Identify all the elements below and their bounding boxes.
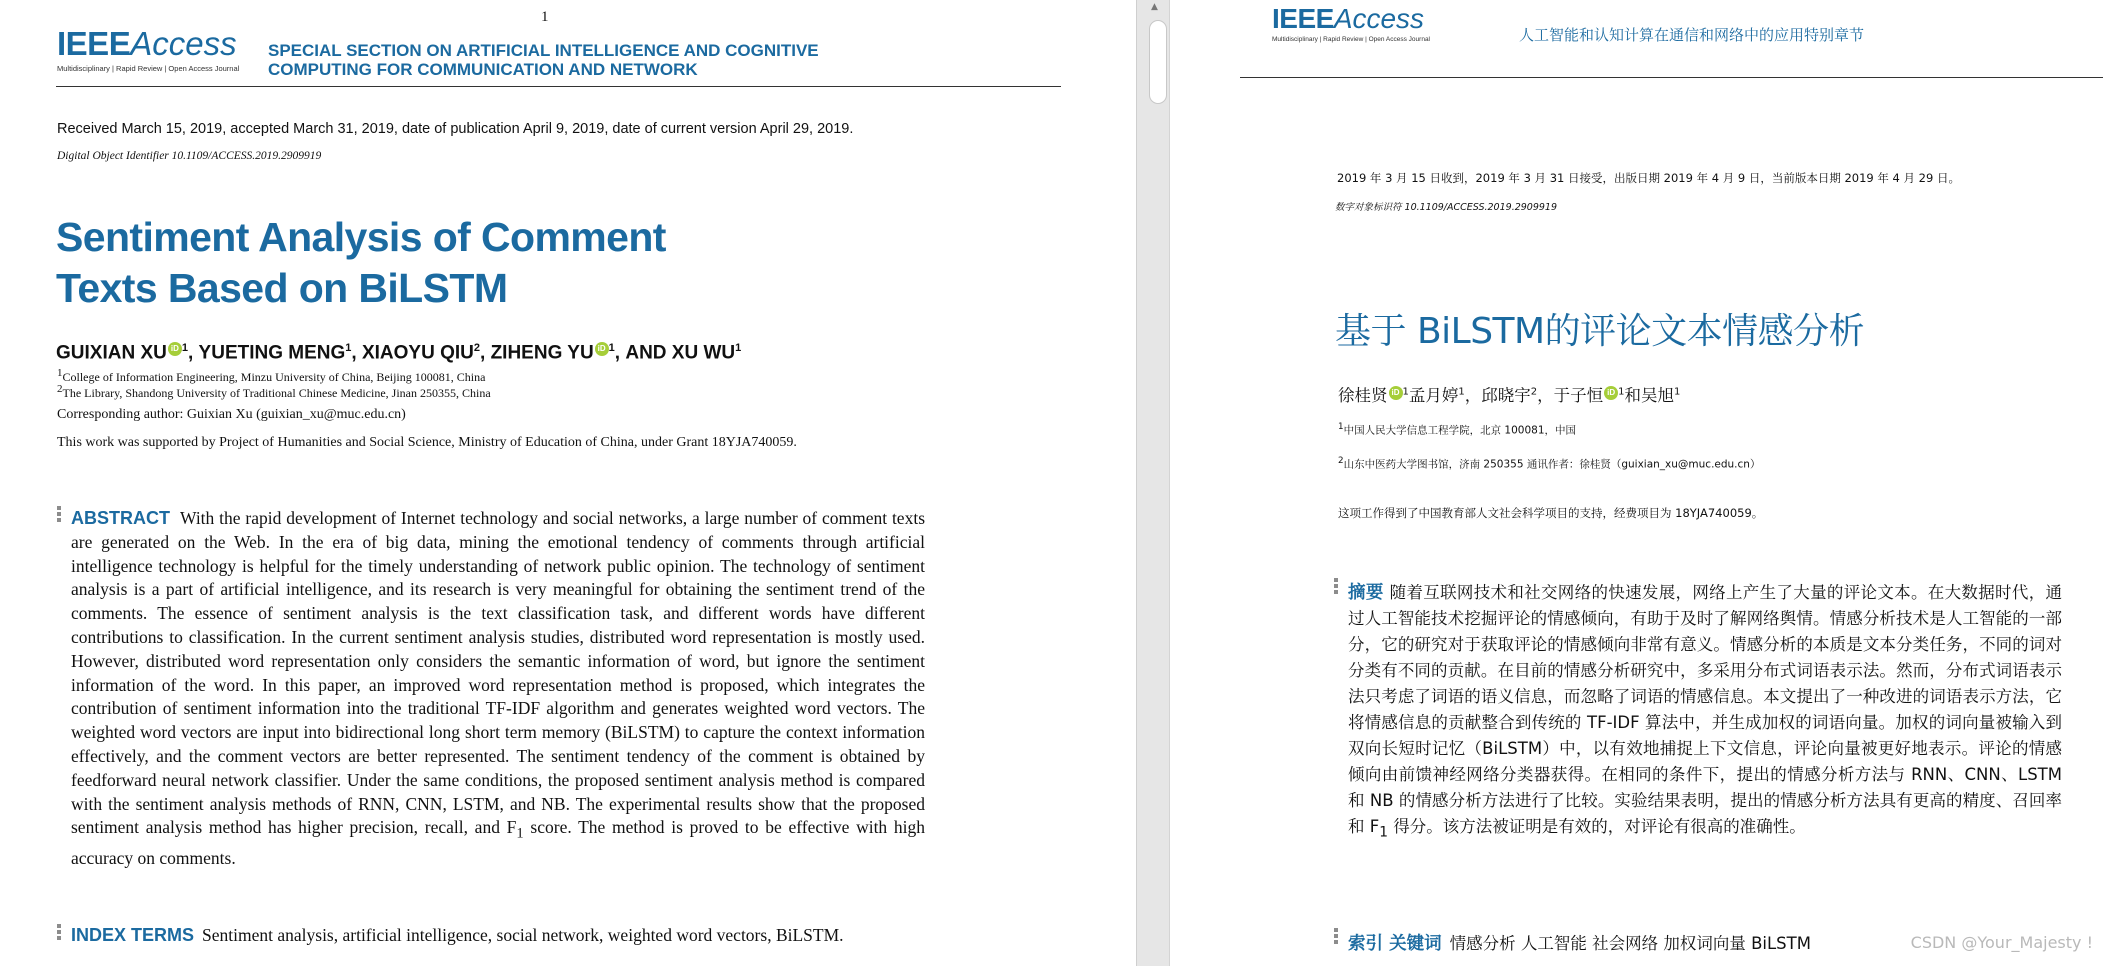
affiliation-2-text: 山东中医药大学图书馆，济南 250355 通讯作者：徐桂贤（guixian_xu@muc.edu.cn）	[1343, 458, 1761, 471]
abstract	[71, 507, 925, 870]
author-name: 于子恒	[1553, 386, 1604, 405]
orcid-icon[interactable]: iD	[595, 342, 609, 356]
author-name: GUIXIAN XU	[56, 342, 167, 364]
ieee-access-logo	[1272, 4, 1430, 43]
special-section-line-2: COMPUTING FOR COMMUNICATION AND NETWORK	[268, 60, 698, 79]
orcid-icon[interactable]: iD	[1389, 386, 1403, 400]
author	[1625, 382, 1681, 406]
paper-title-line-1: Sentiment Analysis of Comment	[56, 214, 666, 260]
received-dates: Received March 15, 2019, accepted March 31, 2019, date of publication April 9, 2019, date of current version April 29, 2019.	[57, 121, 854, 137]
funding-note: This work was supported by Project of Humanities and Social Science, Ministry of Education of China, under Grant 18YJA740059.	[57, 435, 797, 450]
affiliation-1-sup: 1	[1338, 422, 1344, 432]
index-terms-text: Sentiment analysis, artificial intelligence, social network, weighted word vectors, BiLSTM.	[202, 925, 844, 945]
index-terms-heading: 索引 关键词	[1348, 934, 1442, 954]
author-affiliation-sup: 2	[1530, 386, 1538, 398]
author-separator: ,	[614, 342, 626, 364]
affiliation-2-text: The Library, Shandong University of Traditional Chinese Medicine, Jinan 250355, China	[62, 386, 491, 400]
drag-handle-icon[interactable]	[1334, 928, 1340, 946]
author-name: YUETING MENG	[198, 342, 346, 364]
special-section-heading: 人工智能和认知计算在通信和网络中的应用特别章节	[1519, 26, 1865, 44]
received-dates: 2019 年 3 月 15 日收到，2019 年 3 月 31 日接受，出版日期 2019 年 4 月 9 日，当前版本日期 2019 年 4 月 29 日。	[1337, 171, 1960, 185]
author	[1554, 382, 1625, 406]
index-terms-text: 情感分析 人工智能 社会网络 加权词向量 BiLSTM	[1449, 934, 1811, 953]
affiliation-2-sup: 2	[1338, 456, 1344, 466]
doi: 数字对象标识符 10.1109/ACCESS.2019.2909919	[1335, 202, 1558, 213]
paper-title-line-2: Texts Based on BiLSTM	[56, 265, 508, 311]
author-name: 孟月婷	[1408, 386, 1459, 405]
author-affiliation-sup: 1	[1402, 386, 1409, 398]
author-name: AND XU WU	[625, 342, 736, 364]
author	[362, 342, 491, 364]
author	[1338, 382, 1409, 406]
author-name: 徐桂贤	[1338, 386, 1388, 405]
abstract-subscript: 1	[1379, 824, 1388, 841]
abstract-subscript: 1	[516, 825, 524, 842]
funding-note: 这项工作得到了中国教育部人文社会科学项目的支持，经费项目为 18YJA740059。	[1338, 506, 1764, 520]
author-affiliation-sup: 1	[1674, 386, 1681, 398]
author-affiliation-sup: 1	[608, 342, 615, 354]
abstract-text: 随着互联网技术和社交网络的快速发展，网络上产生了大量的评论文本。在大数据时代，通过人工智能技术挖掘评论的情感倾向，有助于及时了解网络舆情。情感分析技术是人工智能的一部分，它的研究对于获取评论的情感倾向非常有意义。情感分析的本质是文本分类任务，不同的词对分类有不同的贡献。在目前的情感分析研究中，多采用分布式词语表示法。然而，分布式词语表示法只考虑了词语的语义信息，而忽略了词语的情感信息。本文提出了一种改进的词语表示方法，它将情感信息的贡献整合到传统的 TF-IDF 算法中，并生成加权的词语向量。加权的词向量被输入到双向长短时记忆（BiLSTM）中，以有效地捕捉上下文信息，评论向量被更好地表示。评论的情感倾向由前馈神经网络分类器获得。在相同的条件下，提出的情感分析方法与 RNN、CNN、LSTM 和 NB 的情感分析方法进行了比较。实验结果表明，提出的情感分析方法具有更高的精度、召回率和 F	[1348, 583, 2063, 836]
author-name: 邱晓宇	[1481, 386, 1531, 405]
paper-title: 基于 BiLSTM的评论文本情感分析	[1335, 311, 1865, 352]
drag-handle-icon[interactable]	[1334, 578, 1340, 596]
author-affiliation-sup: 1	[181, 342, 188, 354]
author-separator: ，	[1464, 386, 1482, 405]
abstract	[1348, 580, 2062, 845]
affiliation-1: $^1$College of Information Engineering, Minzu University of China, Beijing 100081, China	[57, 367, 486, 384]
abstract-tail: 得分。该方法被证明是有效的，对评论有很高的准确性。	[1388, 817, 1806, 836]
header-rule	[56, 86, 1061, 87]
doi: Digital Object Identifier 10.1109/ACCESS.2019.2909919	[57, 150, 322, 162]
logo-brand-bold: IEEE	[57, 25, 131, 62]
drag-handle-icon[interactable]	[57, 506, 63, 524]
logo-brand-italic: Access	[130, 25, 237, 62]
affiliation-2: $^2$The Library, Shandong University of Traditional Chinese Medicine, Jinan 250355, China	[57, 383, 491, 400]
logo-tagline: Multidisciplinary | Rapid Review | Open Access Journal	[57, 64, 240, 73]
affiliation-1-text: 中国人民大学信息工程学院，北京 100081，中国	[1343, 424, 1576, 437]
scroll-up-arrow-icon[interactable]: ▲	[1151, 2, 1158, 12]
author-name: XIAOYU QIU	[361, 342, 474, 364]
abstract-text: With the rapid development of Internet technology and social networks, a large number of comment texts are generated on the Web. In the era of big data, mining the emotional tendency of comments through artificial intelligence technology is helpful for the timely understanding of network public opinion. The technology of sentiment analysis is a part of artificial intelligence, and its research is very meaningful for obtaining the sentiment trend of the comments. The essence of sentiment analysis is the text classification task, and different words have different contributions to classification. In the current sentiment analysis studies, distributed word representation is mostly used. However, distributed word representation only considers the semantic information of word, but ignore the sentiment information of the word. In this paper, an improved word representation method is proposed, which integrates the contribution of sentiment information into the traditional TF-IDF algorithm and generates weighted word vectors. The weighted word vectors are input into bidirectional long short term memory (BiLSTM) to capture the context information effectively, and the comment vectors are better represented. The sentiment tendency of the comment is obtained by feedforward neural network classifier. Under the same conditions, the proposed sentiment analysis method is compared with the sentiment analysis methods of RNN, CNN, LSTM, and NB. The experimental results show that the proposed sentiment analysis method has higher precision, recall, and F	[71, 508, 925, 838]
drag-handle-icon[interactable]	[57, 924, 63, 942]
author	[491, 342, 626, 364]
scrollbar-thumb[interactable]	[1149, 20, 1167, 104]
logo-brand-bold: IEEE	[1272, 3, 1334, 34]
author-name: 和吴旭	[1624, 386, 1674, 405]
author	[199, 342, 362, 364]
ieee-access-logo	[57, 26, 239, 73]
abstract-heading: 摘要	[1348, 583, 1384, 603]
author-list	[1338, 382, 1680, 406]
author	[56, 342, 199, 364]
header-rule	[1240, 77, 2103, 78]
author-affiliation-sup: 1	[1458, 386, 1465, 398]
chinese-translation-page	[1176, 0, 2103, 966]
paper-title	[56, 212, 676, 314]
affiliation-1	[1338, 422, 1576, 438]
author-separator: ,	[351, 342, 362, 364]
author-affiliation-sup: 1	[735, 342, 742, 354]
logo-tagline: Multidisciplinary | Rapid Review | Open Access Journal	[1272, 36, 1430, 43]
index-terms-heading: INDEX TERMS	[71, 925, 195, 945]
author-separator: ，	[1537, 386, 1554, 405]
affiliation-2	[1338, 456, 1760, 472]
index-terms	[1348, 930, 1811, 955]
special-section-line-1: SPECIAL SECTION ON ARTIFICIAL INTELLIGENCE AND COGNITIVE	[268, 41, 819, 60]
author-list	[56, 342, 741, 364]
author	[1409, 382, 1481, 406]
author	[1481, 382, 1553, 406]
author-separator: ,	[480, 342, 491, 364]
special-section-heading	[268, 41, 868, 79]
affiliation-1-text: College of Information Engineering, Minzu University of China, Beijing 100081, China	[62, 370, 486, 384]
author-affiliation-sup: 1	[345, 342, 352, 354]
vertical-scrollbar[interactable]	[1136, 0, 1176, 966]
page-number: 1	[541, 9, 549, 25]
logo-brand-italic: Access	[1333, 3, 1425, 34]
author-separator: ,	[187, 342, 199, 364]
corresponding-author: Corresponding author: Guixian Xu (guixian_xu@muc.edu.cn)	[57, 407, 406, 422]
author-affiliation-sup: 2	[473, 342, 480, 354]
abstract-heading: ABSTRACT	[71, 508, 170, 528]
author-affiliation-sup: 1	[1618, 386, 1625, 398]
index-terms	[71, 925, 971, 946]
abstract-tail: score. The method is proved to be effective with high accuracy on comments.	[71, 817, 926, 868]
orcid-icon[interactable]: iD	[168, 342, 182, 356]
author	[625, 342, 741, 364]
author-name: ZIHENG YU	[490, 342, 594, 364]
watermark: CSDN @Your_Majesty !	[1910, 933, 2093, 952]
orcid-icon[interactable]: iD	[1604, 386, 1618, 400]
